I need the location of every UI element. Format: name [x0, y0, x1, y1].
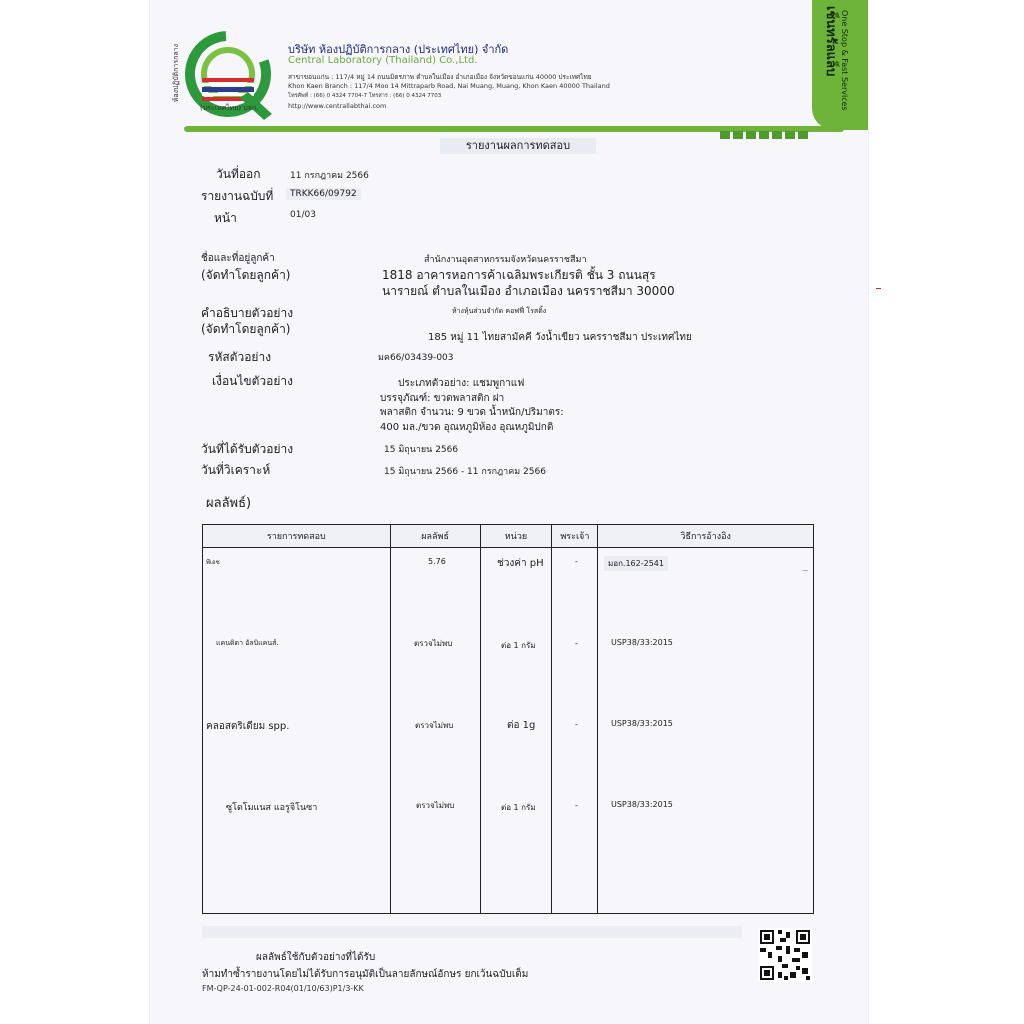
row4-unit: ต่อ 1 กรัม	[501, 803, 536, 812]
margin-mark	[876, 288, 881, 289]
results-heading: ผลลัพธ์)	[206, 496, 252, 511]
company-name-thai: บริษัท ห้องปฏิบัติการกลาง (ประเทศไทย) จำกัด	[288, 43, 509, 56]
row2-unit: ต่อ 1 กรัม	[501, 641, 536, 650]
issue-date-value: 11 กรกฎาคม 2566	[290, 171, 369, 181]
row4-result: ตรวจไม่พบ	[416, 801, 455, 810]
pen-mark: ~	[802, 566, 809, 575]
row3-limit: -	[575, 720, 578, 729]
brand-tab-thai: เช็นทรัลแล็บ	[823, 6, 838, 77]
footer-disclaimer-line1: ผลลัพธ์ใช้กับตัวอย่างที่ได้รับ	[256, 952, 376, 963]
report-number-label: รายงานฉบับที่	[201, 189, 274, 203]
customer-label-note: (จัดทำโดยลูกค้า)	[201, 268, 291, 282]
logo-sub-caption: (ประเทศไทย) บจก.	[200, 104, 259, 112]
table-header-row	[203, 525, 814, 548]
row2-result: ตรวจไม่พบ	[414, 639, 453, 648]
received-date-value: 15 มิถุนายน 2566	[384, 445, 459, 455]
row1-item: พีเอช	[206, 559, 220, 566]
row3-unit: ต่อ 1g	[507, 720, 536, 731]
row1-result: 5.76	[428, 557, 446, 566]
issue-date-label: วันที่ออก	[216, 167, 261, 181]
brand-side-tab	[812, 0, 868, 130]
row4-limit: -	[575, 801, 578, 810]
sample-condition-line4: 400 มล./ขวด อุณหภูมิห้อง อุณหภูมิปกติ	[380, 422, 554, 433]
sample-description-note: (จัดทำโดยลูกค้า)	[201, 322, 291, 336]
footer-shade-bar	[202, 926, 742, 938]
page-label: หน้า	[214, 211, 237, 225]
sample-condition-label: เงื่อนไขตัวอย่าง	[212, 374, 293, 388]
customer-address-line1: 1818 อาคารหอการค้าเฉลิมพระเกียรติ ชั้น 3 ถนนสุร	[382, 268, 656, 282]
sample-condition-line2: บรรจุภัณฑ์: ขวดพลาสติก ฝา	[380, 393, 505, 404]
header-method: วิธีการอ้างอิง	[598, 525, 814, 548]
customer-label: ชื่อและที่อยู่ลูกค้า	[201, 253, 275, 264]
company-address-english: Khon Kaen Branch : 117/4 Moo 14 Mittraparb Road, Nai Muang, Muang, Khon Kaen 40000 Thailand	[288, 82, 610, 90]
company-website: http://www.centrallabthai.com	[288, 102, 387, 110]
header-dash-marks	[720, 124, 811, 143]
sample-maker-address: 185 หมู่ 11 ไทยสามัคคี วังน้ำเขียว นครราชสีมา ประเทศไทย	[428, 332, 692, 343]
qr-code	[758, 928, 812, 982]
sample-condition-line1: ประเภทตัวอย่าง: แชมพูกาแฟ	[398, 378, 525, 389]
row3-result: ตรวจไม่พบ	[415, 721, 454, 730]
report-title: รายงานผลการทดสอบ	[440, 138, 596, 154]
logo-side-caption: ห้องปฏิบัติการกลาง	[172, 44, 180, 103]
company-logo	[168, 20, 284, 132]
sample-description-label: คำอธิบายตัวอย่าง	[201, 306, 294, 320]
row2-limit: -	[575, 639, 578, 648]
header-unit: หน่วย	[480, 525, 552, 548]
brand-tab-english: One Stop & Fast Services	[840, 10, 849, 111]
page-value: 01/03	[290, 210, 316, 220]
form-code: FM-QP-24-01-002-R04(01/10/63)P1/3-KK	[202, 984, 364, 993]
header-result: ผลลัพธ์	[390, 525, 480, 548]
row1-unit: ช่วงค่า pH	[497, 558, 544, 569]
customer-name: สำนักงานอุตสาหกรรมจังหวัดนครราชสีมา	[424, 255, 587, 265]
received-date-label: วันที่ได้รับตัวอย่าง	[201, 442, 294, 456]
row1-method: มอก.162-2541	[604, 556, 668, 571]
header-test-item: รายการทดสอบ	[203, 525, 391, 548]
row4-method: USP38/33:2015	[611, 800, 673, 809]
sample-condition-line3: พลาสติก จำนวน: 9 ขวด น้ำหนัก/ปริมาตร:	[380, 407, 564, 418]
report-number-value: TRKK66/09792	[286, 188, 361, 200]
company-phone: โทรศัพท์ : (66) 0 4324 7704-7 โทรสาร : (66) 0 4324 7703	[288, 93, 442, 99]
customer-address-line2: นารายณ์ ตำบลในเมือง อำเภอเมือง นครราชสีมา 30000	[382, 284, 675, 298]
analysis-date-value: 15 มิถุนายน 2566 - 11 กรกฎาคม 2566	[384, 467, 546, 477]
row3-method: USP38/33:2015	[611, 719, 673, 728]
row2-item: แคนดิดา อัลบิแคนส์.	[216, 639, 279, 647]
row4-item: ซูโดโมแนส แอรูจิโนซา	[226, 803, 318, 813]
company-address-thai: สาขาขอนแก่น : 117/4 หมู่ 14 ถนนมิตรภาพ ตำบลในเมือง อำเภอเมือง จังหวัดขอนแก่น 40000 ประเทศไทย	[288, 73, 592, 81]
row2-method: USP38/33:2015	[611, 638, 673, 647]
row3-item: คลอสตริเดียม spp.	[206, 721, 290, 732]
footer-disclaimer-line2: ห้ามทำซ้ำรายงานโดยไม่ได้รับการอนุมัติเป็นลายลักษณ์อักษร ยกเว้นฉบับเต็ม	[202, 969, 529, 980]
company-name-english: Central Laboratory (Thailand) Co.,Ltd.	[288, 55, 478, 66]
header-limit: พระเจ้า	[552, 525, 598, 548]
analysis-date-label: วันที่วิเคราะห์	[201, 463, 271, 477]
sample-code-value: มค66/03439-003	[378, 353, 454, 363]
sample-maker: ห้างหุ้นส่วนจำกัด คอฟฟี่ โรสติ้ง	[452, 307, 547, 315]
row1-limit: -	[575, 557, 578, 566]
sample-code-label: รหัสตัวอย่าง	[208, 350, 272, 364]
